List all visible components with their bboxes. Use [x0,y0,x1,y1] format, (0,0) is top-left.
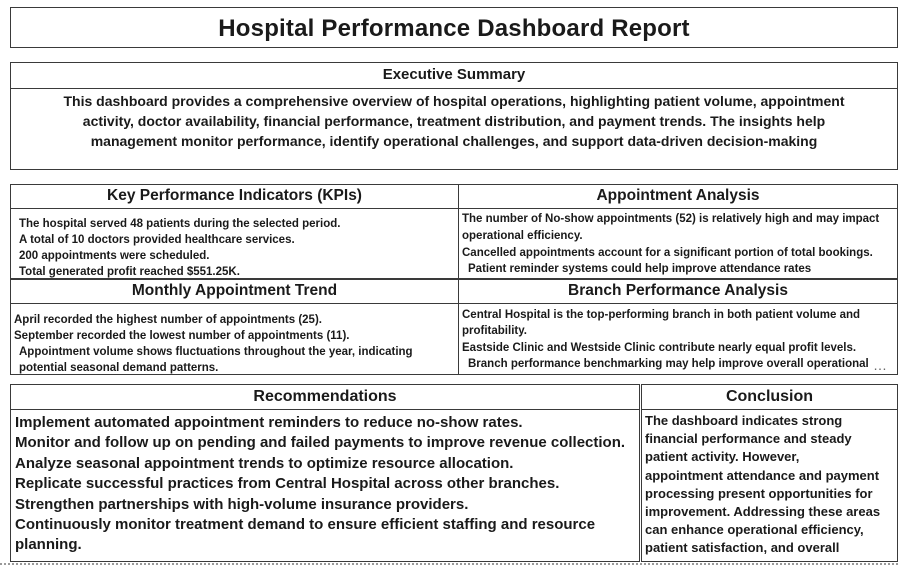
executive-summary-panel [10,62,898,170]
kpi-line: Total generated profit reached $551.25K. [19,266,240,278]
appointment-analysis-line: The number of No-show appointments (52) is relatively high and may impact [462,213,880,225]
conclusion-divider [642,409,897,410]
executive-summary-line: This dashboard provides a comprehensive overview of hospital operations, highlighting patient volume, appointment [63,93,845,109]
appointment-analysis-heading: Appointment Analysis [596,187,760,204]
conclusion-line: processing present opportunities for [645,485,873,501]
conclusion-line: can enhance operational efficiency, [645,522,864,538]
recommendation-item: Monitor and follow up on pending and failed payments to improve revenue collection. [15,434,626,452]
monthly-trend-line: potential seasonal demand patterns. [19,362,219,374]
executive-summary-divider [11,88,897,89]
kpi-line: The hospital served 48 patients during the selected period. [19,218,341,230]
branch-performance-divider [459,303,897,304]
kpi-panel [10,184,459,279]
executive-summary-heading: Executive Summary [382,66,526,83]
branch-performance-line: Branch performance benchmarking may help improve overall operational [468,358,869,370]
kpi-divider [11,208,458,209]
page-bottom-divider [0,563,898,565]
conclusion-line: patient activity. However, [645,449,800,465]
recommendations-list [15,413,625,556]
recommendation-item: Implement automated appointment reminders to reduce no-show rates. [15,414,523,431]
conclusion-line: appointment attendance and payment [645,467,880,483]
executive-summary-text [21,91,887,151]
recommendation-item: Analyze seasonal appointment trends to optimize resource allocation. [15,454,514,472]
conclusion-line: financial performance and steady [645,431,852,447]
executive-summary-line: management monitor performance, identify operational challenges, and support data-driven decision-making [90,133,818,149]
monthly-trend-line: April recorded the highest number of appointments (25). [14,314,322,326]
recommendation-item: Replicate successful practices from Central Hospital across other branches. [15,475,560,493]
branch-performance-panel [458,279,898,375]
conclusion-heading: Conclusion [725,388,814,405]
recommendations-divider [11,409,639,410]
branch-performance-line: Eastside Clinic and Westside Clinic contribute nearly equal profit levels. [462,342,857,354]
executive-summary-line: activity, doctor availability, financial performance, treatment distribution, and payment trends. The insights help [82,113,826,129]
appointment-analysis-line: Patient reminder systems could help improve attendance rates [468,263,812,275]
kpi-heading: Key Performance Indicators (KPIs) [107,187,362,204]
conclusion-line: patient satisfaction, and overall [645,540,840,556]
kpi-line: 200 appointments were scheduled. [19,250,210,262]
monthly-trend-heading: Monthly Appointment Trend [131,282,338,299]
monthly-trend-panel [10,279,459,375]
monthly-trend-line: Appointment volume shows fluctuations throughout the year, indicating [19,346,413,358]
monthly-trend-divider [11,303,458,304]
conclusion-line: improvement. Addressing these areas [645,504,881,520]
conclusion-line: The dashboard indicates strong [645,413,843,428]
conclusion-panel [641,384,898,562]
branch-performance-line: profitability. [462,325,527,337]
recommendation-item: Continuously monitor treatment demand to ensure efficient staffing and resource [15,516,596,534]
title-panel [10,7,898,48]
page-title: Hospital Performance Dashboard Report [218,15,690,42]
appointment-analysis-line: operational efficiency. [462,230,583,242]
monthly-trend-line: September recorded the lowest number of appointments (11). [14,330,350,342]
kpi-line: A total of 10 doctors provided healthcare services. [19,234,295,246]
appointment-analysis-divider [459,208,897,209]
branch-performance-heading: Branch Performance Analysis [568,282,788,299]
recommendation-item: Strengthen partnerships with high-volume insurance providers. [15,495,469,513]
appointment-analysis-line: Cancelled appointments account for a significant portion of total bookings. [462,247,873,259]
appointment-analysis-panel [458,184,898,279]
branch-performance-line: Central Hospital is the top-performing branch in both patient volume and [462,309,861,321]
recommendations-panel [10,384,640,562]
more-options-icon[interactable]: … [873,357,888,373]
recommendation-item: planning. [15,536,82,554]
conclusion-text[interactable] [645,412,893,558]
recommendations-heading: Recommendations [253,388,397,405]
